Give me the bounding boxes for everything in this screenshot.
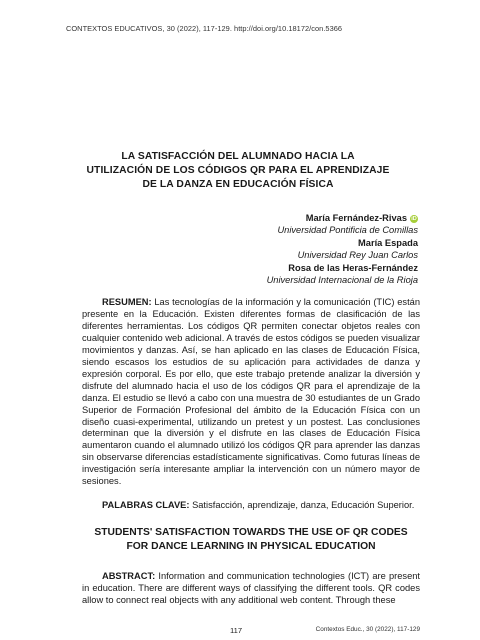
author-affiliation: Universidad Pontificia de Comillas	[277, 225, 418, 236]
abstract-label: ABSTRACT:	[102, 571, 156, 581]
author-affiliation: Universidad Internacional de la Rioja	[266, 275, 418, 286]
keywords-label: PALABRAS CLAVE:	[102, 500, 190, 510]
footer-citation: Contextos Educ., 30 (2022), 117-129	[315, 626, 420, 633]
author-affiliation: Universidad Rey Juan Carlos	[297, 250, 418, 261]
english-title-line: FOR DANCE LEARNING IN PHYSICAL EDUCATION	[126, 541, 376, 552]
keywords-es	[82, 499, 420, 511]
author-name: María Espada	[358, 237, 418, 248]
author-block	[158, 212, 418, 286]
author-name: Rosa de las Heras-Fernández	[288, 262, 418, 273]
abstract-text: Information and communication technologies (ICT) are present in education. There are different ways of classifying the different tools. QR codes allow to connect real objects with any additional web content. Through these	[82, 571, 421, 605]
author-name: María Fernández-Rivas iD	[305, 213, 417, 223]
abstract-es	[82, 297, 420, 488]
title-line: DE LA DANZA EN EDUCACIÓN FÍSICA	[142, 179, 334, 190]
title-line: LA SATISFACCIÓN DEL ALUMNADO HACIA LA	[121, 151, 355, 162]
orcid-icon[interactable]: iD	[411, 216, 417, 222]
english-title-line: STUDENTS' SATISFACTION TOWARDS THE USE OF QR CODES	[94, 527, 408, 538]
keywords-text: Satisfacción, aprendizaje, danza, Educación Superior.	[192, 500, 415, 510]
running-head: CONTEXTOS EDUCATIVOS, 30 (2022), 117-129. http://doi.org/10.18172/con.5366	[66, 24, 343, 33]
page-number: 117	[230, 626, 243, 635]
article-title	[80, 150, 396, 192]
abstract-text: Las tecnologías de la información y la comunicación (TIC) están presente en la Educación. Existen diferentes formas de clasificación de las diferentes herramientas. Los códigos QR permiten conectar objetos reales con cualquier contenido web adicional. A través de estos códigos se pueden visualizar movimientos y danzas. Así, se han aplicado en las clases de Educación Física, siendo escasos los estudios de su aplicación para actividades de danza y expresión corporal. Es por ello, que este trabajo pretende analizar la diversión y disfrute del alumnado hacia el uso de los códigos QR para el aprendizaje de la danza. El estudio se llevó a cabo con una muestra de 30 estudiantes de un Grado Superior de Formación Profesional del ámbito de la Educación Física con un diseño cuasi-experimental, utilizando un pretest y un postest. Las conclusiones determinan que la diversión y el disfrute en las clases de Educación Física aumentaron cuando el alumnado utilizó los códigos QR para aprender las danzas sin observarse diferencias estadísticamente significativas. Como futuras líneas de investigación sería interesante ampliar la intervención con un número mayor de sesiones.	[82, 297, 421, 487]
abstract-label: RESUMEN:	[102, 297, 152, 307]
title-line: UTILIZACIÓN DE LOS CÓDIGOS QR PARA EL APRENDIZAJE	[86, 165, 390, 176]
english-title	[82, 526, 420, 554]
abstract-en	[82, 570, 420, 606]
